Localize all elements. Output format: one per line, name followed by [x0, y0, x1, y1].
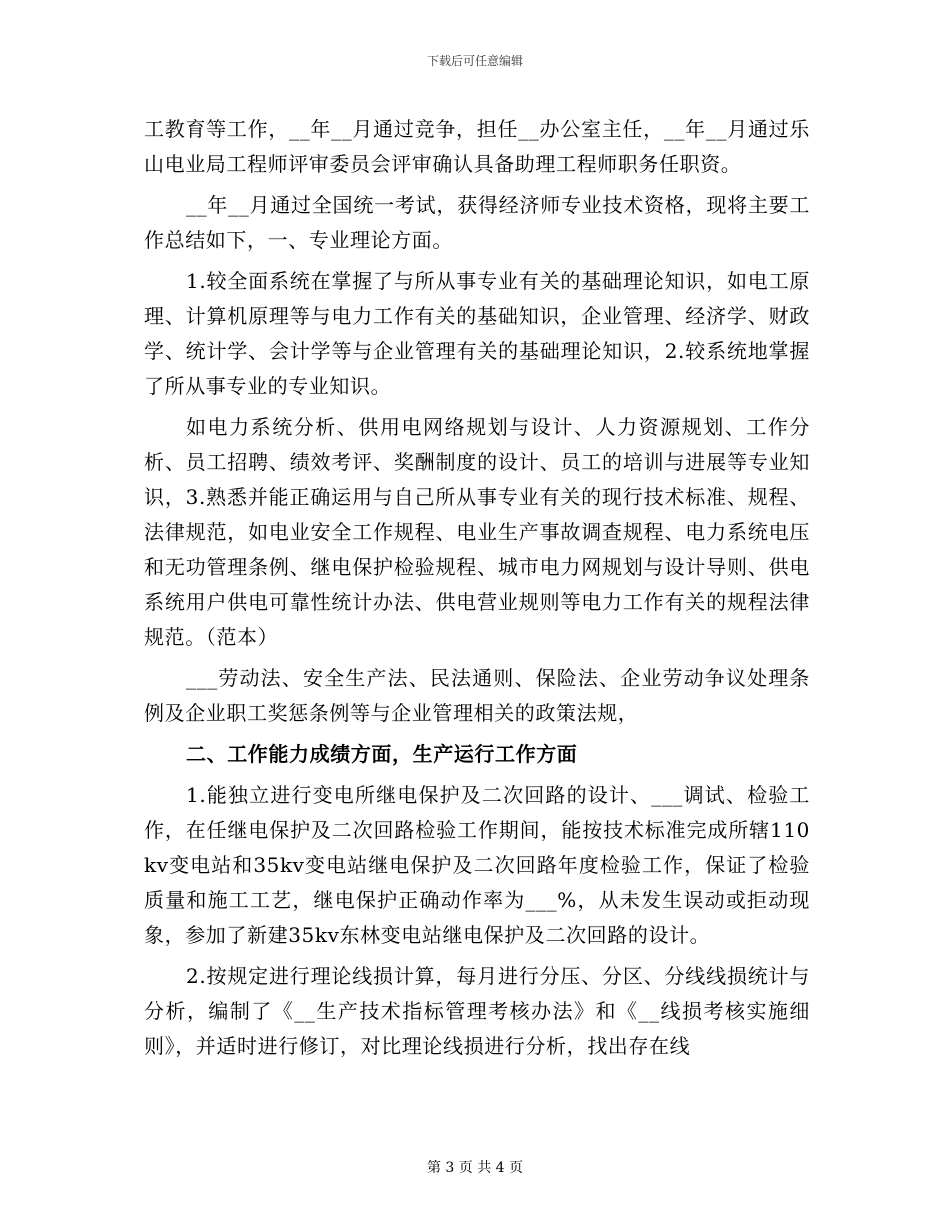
section-heading: 二、工作能力成绩方面，生产运行工作方面 — [186, 742, 578, 766]
paragraph-3: 1.较全面系统在掌握了与所从事专业有关的基础理论知识，如电工原理、计算机原理等与电力工作有关的基础知识，企业管理、经济学、财政学、统计学、会计学等与企业管理有关的基础理论知识，2.较系统地掌握了所从事专业的专业知识。 — [144, 269, 810, 398]
paragraph-6: 1.能独立进行变电所继电保护及二次回路的设计、___调试、检验工作，在任继电保护及二次回路检验工作期间，能按技术标准完成所辖110kv变电站和35kv变电站继电保护及二次回路年度检验工作，保证了检验质量和施工工艺，继电保护正确动作率为___%，从未发生误动或拒动现象，参加了新建35kv东林变电站继电保护及二次回路的设计。 — [144, 783, 810, 947]
document-body — [144, 112, 810, 1064]
paragraph-2: __年__月通过全国统一考试，获得经济师专业技术资格，现将主要工作总结如下，一、专业理论方面。 — [144, 193, 810, 252]
page-header: 下载后可任意编辑 — [426, 54, 523, 68]
paragraph-1: 工教育等工作，__年__月通过竞争，担任__办公室主任，__年__月通过乐山电业局工程师评审委员会评审确认具备助理工程师职务任职资。 — [144, 117, 810, 176]
paragraph-7: 2.按规定进行理论线损计算，每月进行分压、分区、分线线损统计与分析，编制了《__生产技术指标管理考核办法》和《__线损考核实施细则》，并适时进行修订，对比理论线损进行分析，找出存在线 — [144, 964, 810, 1058]
page-footer: 第 3 页 共 4 页 — [426, 1160, 524, 1176]
paragraph-5: ___劳动法、安全生产法、民法通则、保险法、企业劳动争议处理条例及企业职工奖惩条例等与企业管理相关的政策法规， — [144, 666, 810, 725]
paragraph-4: 如电力系统分析、供用电网络规划与设计、人力资源规划、工作分析、员工招聘、绩效考评、奖酬制度的设计、员工的培训与进展等专业知识，3.熟悉并能正确运用与自己所从事专业有关的现行技术标准、规程、法律规范，如电业安全工作规程、电业生产事故调查规程、电力系统电压和无功管理条例、继电保护检验规程、城市电力网规划与设计导则、供电系统用户供电可靠性统计办法、供电营业规则等电力工作有关的规程法律规范。（范本） — [144, 415, 810, 649]
